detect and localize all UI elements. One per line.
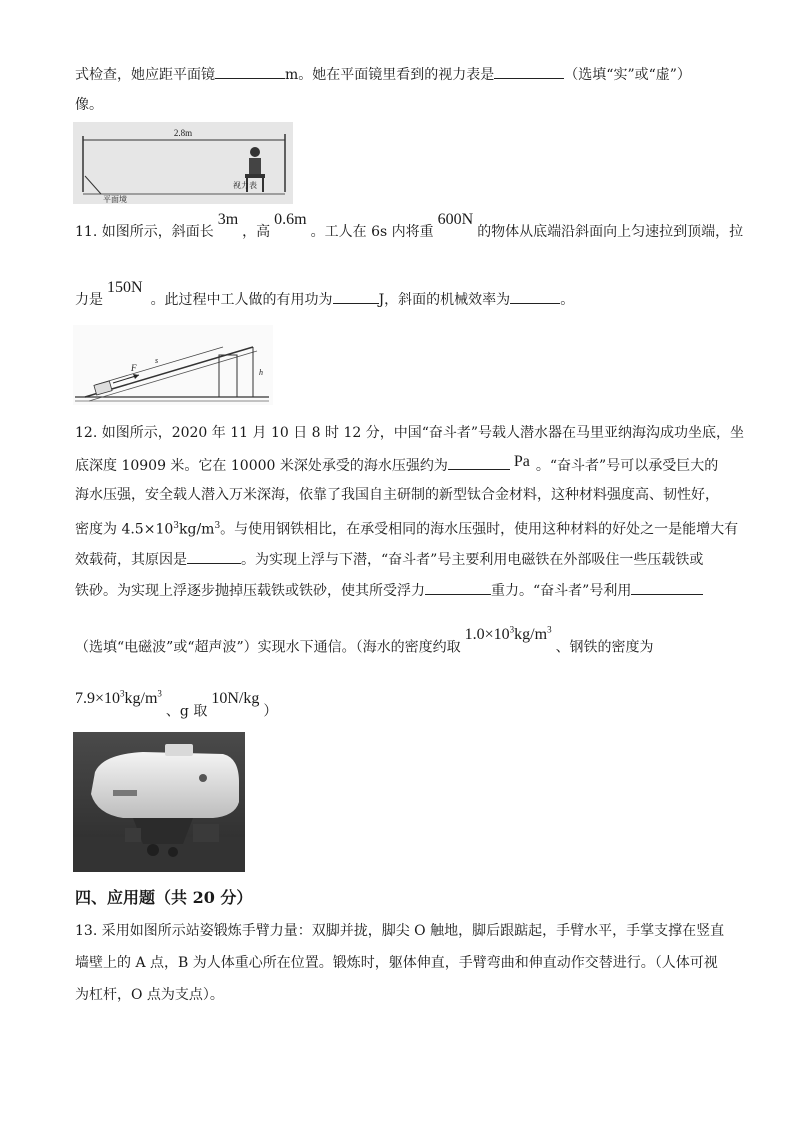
q12-text-5a: 效载荷，其原因是 [75, 552, 187, 568]
q12-line-3 [75, 485, 719, 505]
q11-text-2: ，高 [242, 224, 271, 240]
q12-text-4b: kg/m [179, 521, 215, 538]
q12-text-6a: 铁砂。为实现上浮逐步抛掉压载铁或铁砂，使其所受浮力 [75, 583, 425, 599]
q12-line-4 [75, 516, 738, 540]
q11-line-1 [75, 211, 744, 242]
q12-text-8b: ） [263, 703, 278, 720]
q12-text-2b: 。“奋斗者”号可以承受巨大的 [535, 458, 719, 474]
q12-seawater-unit-exp: 3 [547, 625, 552, 635]
q11-h-label: h [259, 368, 263, 377]
q10-figure-eye-test [73, 122, 293, 204]
q12-exp-2: 3 [214, 521, 221, 531]
q11-blank-useful-work[interactable] [333, 288, 379, 304]
q10-text-b: m。她在平面镜里看到的视力表是 [285, 67, 495, 83]
q12-line-5 [75, 548, 703, 570]
q12-pressure-unit: Pa [513, 453, 530, 470]
q11-text-1: 11. 如图所示，斜面长 [75, 224, 214, 240]
q11-text-5: 力是 [75, 292, 103, 308]
q10-line-2 [75, 95, 103, 115]
q10-line-1 [75, 63, 691, 85]
q10-figure-svg [73, 122, 293, 204]
q12-text-2a: 底深度 10909 米。它在 10000 米深处承受的海水压强约为 [75, 458, 448, 474]
q13-text-2: 墙壁上的 A 点，B 为人体重心所在位置。锻炼时，躯体伸直，手臂弯曲和伸直动作交替进行。（人体可视 [75, 955, 718, 971]
q12-text-1: 12. 如图所示，2020 年 11 月 10 日 8 时 12 分，中国“奋斗者”号载人潜水器在马里亚纳海沟成功坐底，坐 [75, 425, 745, 441]
q12-blank-reason[interactable] [187, 548, 241, 564]
q11-force: 150N [107, 279, 143, 296]
q10-distance-label: 2.8m [173, 128, 193, 138]
q13-text-1: 13. 采用如图所示站姿锻炼手臂力量：双脚并拢，脚尖 O 触地，脚后跟踮起，手臂水平，手掌支撑在竖直 [75, 923, 725, 939]
q12-text-6b: 重力。“奋斗者”号利用 [491, 583, 632, 599]
q11-line-2 [75, 279, 575, 310]
q12-line-6 [75, 579, 703, 601]
q13-line-1 [75, 921, 724, 941]
q12-line-1 [75, 423, 744, 443]
q12-line-8 [75, 689, 278, 721]
q12-text-7a: （选填“电磁波”或“超声波”）实现水下通信。（海水的密度约取 [75, 639, 461, 656]
q11-figure-svg [73, 325, 273, 405]
q12-blank-pressure[interactable] [448, 454, 510, 470]
q11-blank-efficiency[interactable] [510, 288, 560, 304]
q11-text-3: 。工人在 6s 内将重 [310, 224, 434, 240]
q13-line-2 [75, 953, 718, 973]
q12-text-4a: 密度为 4.5×10 [75, 521, 174, 538]
q12-blank-buoyancy[interactable] [425, 579, 491, 595]
q11-text-4: 的物体从底端沿斜面向上匀速拉到顶端，拉 [477, 224, 744, 240]
section-4-heading: 四、应用题（共 20 分） [75, 888, 253, 907]
q12-exp-1: 3 [173, 521, 179, 531]
q10-text-line2: 像。 [75, 97, 103, 113]
q12-steel-unit: kg/m [124, 690, 158, 708]
q13-text-3: 为杠杆，O 点为支点）。 [75, 987, 224, 1003]
q12-blank-communication[interactable] [631, 579, 703, 595]
q11-figure-incline [73, 325, 273, 405]
q12-seawater-unit: kg/m [514, 626, 548, 644]
q11-text-7: J，斜面的机械效率为 [378, 292, 511, 308]
q12-steel-exp: 3 [120, 689, 125, 699]
q11-s-label: s [155, 356, 159, 365]
q13-line-3 [75, 985, 224, 1005]
q12-text-7b: 、钢铁的密度为 [555, 639, 654, 656]
q12-text-8a: 、g 取 [165, 703, 208, 720]
q10-blank-image-type[interactable] [494, 63, 564, 79]
q11-length: 3m [217, 211, 239, 228]
q12-line-7 [75, 625, 654, 657]
q12-seawater-density: 1.0×10 [464, 626, 510, 644]
q11-text-8: 。 [560, 292, 575, 308]
q12-seawater-exp: 3 [509, 625, 515, 635]
q12-steel-unit-exp: 3 [157, 689, 162, 699]
q12-text-5b: 。为实现上浮与下潜，“奋斗者”号主要利用电磁铁在外部吸住一些压载铁或 [241, 552, 704, 568]
q10-blank-distance[interactable] [215, 63, 285, 79]
q10-text-c: （选填“实”或“虚”） [564, 67, 691, 83]
q12-text-4c: 。与使用钢铁相比，在承受相同的海水压强时，使用这种材料的好处之一是能增大有 [220, 521, 739, 538]
q10-chart-label: 视力表 [233, 181, 257, 190]
q12-submersible-photo [73, 732, 245, 872]
q12-steel-density: 7.9×10 [75, 690, 121, 708]
q11-height: 0.6m [274, 211, 307, 228]
q10-mirror-label: 平面境 [103, 195, 127, 204]
q12-g-value: 10N/kg [211, 690, 260, 708]
q12-line-2 [75, 454, 718, 476]
q10-text-a: 式检查，她应距平面镜 [75, 67, 215, 83]
q12-text-3: 海水压强，安全载人潜入万米深海，依靠了我国自主研制的新型钛合金材料，这种材料强度高、韧性好， [75, 487, 719, 503]
q12-photo-svg [73, 732, 245, 872]
q11-weight: 600N [437, 211, 474, 228]
q11-text-6: 。此过程中工人做的有用功为 [150, 292, 333, 308]
q11-f-label: F [131, 363, 137, 373]
